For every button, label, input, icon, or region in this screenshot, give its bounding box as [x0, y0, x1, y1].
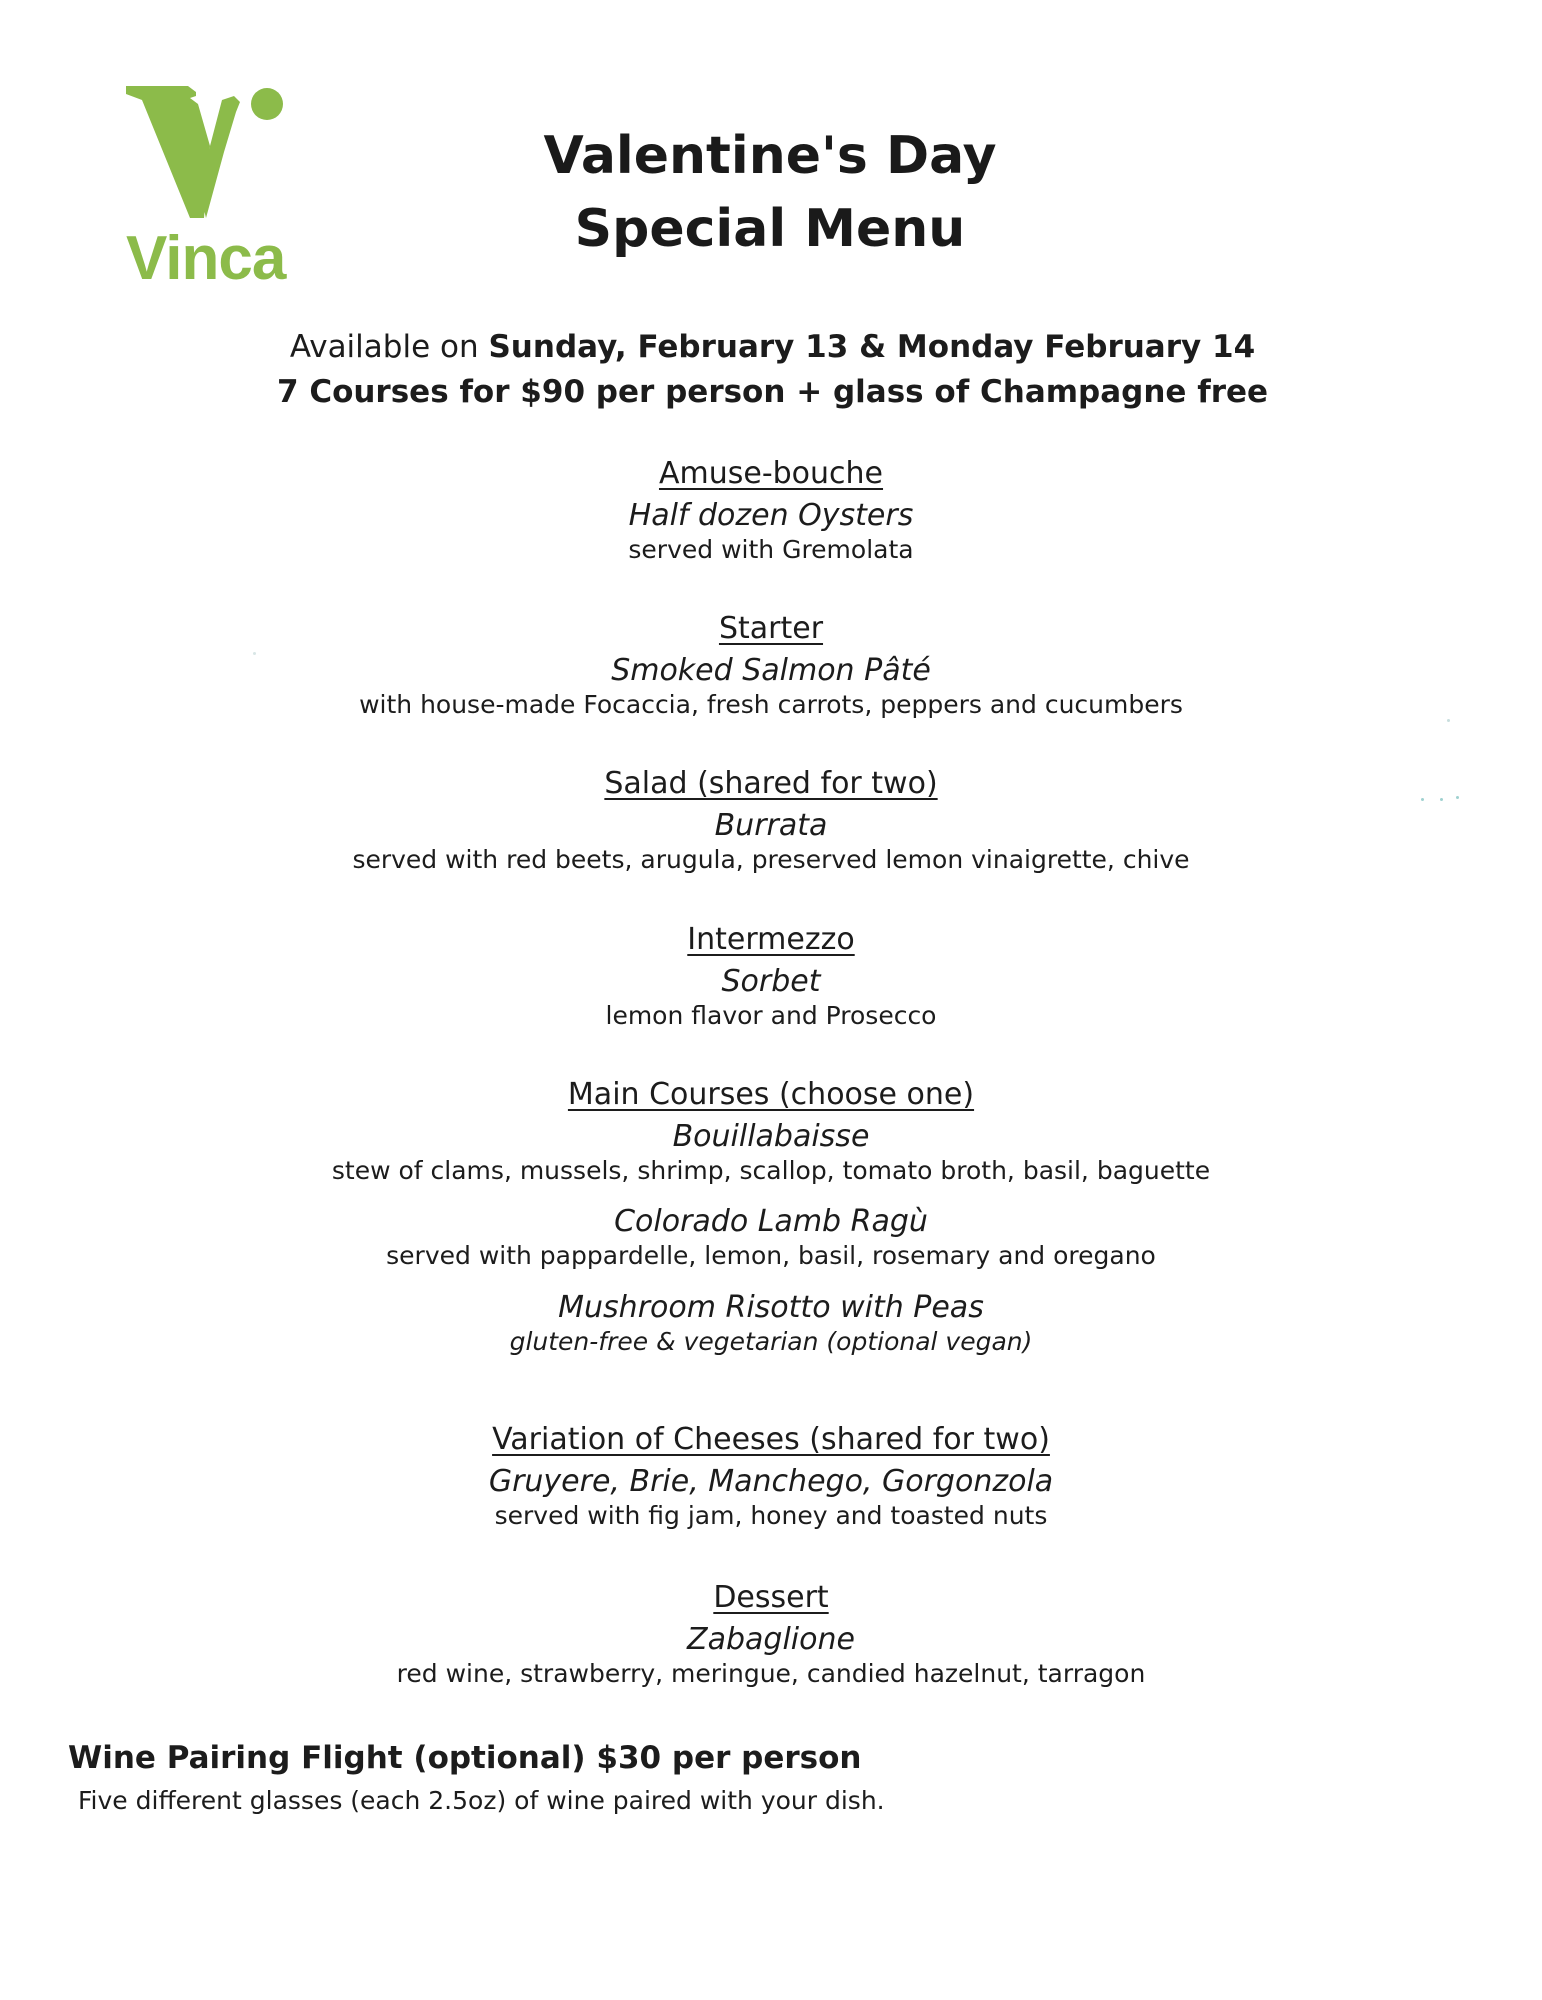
dish-name: Bouillabaisse — [672, 1119, 870, 1154]
course-section — [271, 766, 1271, 875]
scan-speck — [1456, 796, 1459, 799]
scan-speck — [1440, 798, 1443, 801]
vinca-v-mark-icon — [126, 82, 296, 222]
vinca-logo — [126, 82, 296, 302]
course-heading: Salad (shared for two) — [604, 766, 938, 801]
menu-title-line-2: Special Menu — [574, 199, 966, 259]
wine-pairing-description: Five different glasses (each 2.5oz) of wine paired with your dish. — [78, 1786, 885, 1815]
dish-name: Colorado Lamb Ragù — [614, 1204, 928, 1240]
course-section — [271, 611, 1271, 720]
dish-description: red wine, strawberry, meringue, candied hazelnut, tarragon — [396, 1659, 1146, 1688]
scan-speck — [1447, 719, 1450, 722]
course-heading: Starter — [718, 611, 824, 646]
course-heading: Main Courses (choose one) — [567, 1077, 975, 1112]
course-section — [271, 1077, 1271, 1357]
course-section — [271, 1422, 1271, 1531]
dish-description: gluten-free & vegetarian (optional vegan) — [509, 1326, 1033, 1356]
availability-prefix: Available on — [289, 329, 479, 365]
dish-description: served with red beets, arugula, preserved lemon vinaigrette, chive — [352, 845, 1190, 874]
dish-description: stew of clams, mussels, shrimp, scallop, tomato broth, basil, baguette — [331, 1156, 1211, 1185]
scan-speck — [253, 652, 256, 655]
availability-line — [240, 328, 1305, 367]
course-heading: Dessert — [713, 1580, 829, 1615]
dish-name: Smoked Salmon Pâté — [611, 653, 931, 688]
course-section — [271, 922, 1271, 1031]
course-heading: Intermezzo — [687, 922, 855, 957]
dish-description: served with fig jam, honey and toasted nuts — [494, 1501, 1048, 1530]
logo-wordmark: Vinca — [126, 224, 286, 293]
wine-pairing-title: Wine Pairing Flight (optional) $30 per person — [68, 1740, 862, 1776]
course-section — [271, 456, 1271, 565]
dish-name: Sorbet — [721, 964, 821, 999]
course-heading: Variation of Cheeses (shared for two) — [492, 1422, 1050, 1457]
dish-name: Gruyere, Brie, Manchego, Gorgonzola — [488, 1464, 1054, 1499]
scan-speck — [1421, 798, 1424, 801]
menu-title-line-1: Valentine's Day — [543, 126, 997, 186]
course-heading: Amuse-bouche — [658, 456, 884, 491]
dish-name: Burrata — [714, 808, 828, 843]
logo-dot — [251, 88, 283, 120]
dish-description: lemon flavor and Prosecco — [605, 1001, 937, 1030]
dish-description: served with pappardelle, lemon, basil, rosemary and oregano — [386, 1241, 1156, 1271]
logo-v-shape — [126, 86, 210, 218]
course-section — [271, 1580, 1271, 1689]
offer-line: 7 Courses for $90 per person + glass of Champagne free — [276, 374, 1269, 410]
dish-name: Zabaglione — [687, 1622, 855, 1657]
availability-dates: Sunday, February 13 & Monday February 14 — [488, 329, 1256, 365]
dish-description: served with Gremolata — [628, 535, 914, 564]
dish-name: Mushroom Risotto with Peas — [558, 1289, 984, 1325]
dish-name: Half dozen Oysters — [628, 498, 914, 533]
dish-description: with house-made Focaccia, fresh carrots, peppers and cucumbers — [359, 690, 1183, 719]
